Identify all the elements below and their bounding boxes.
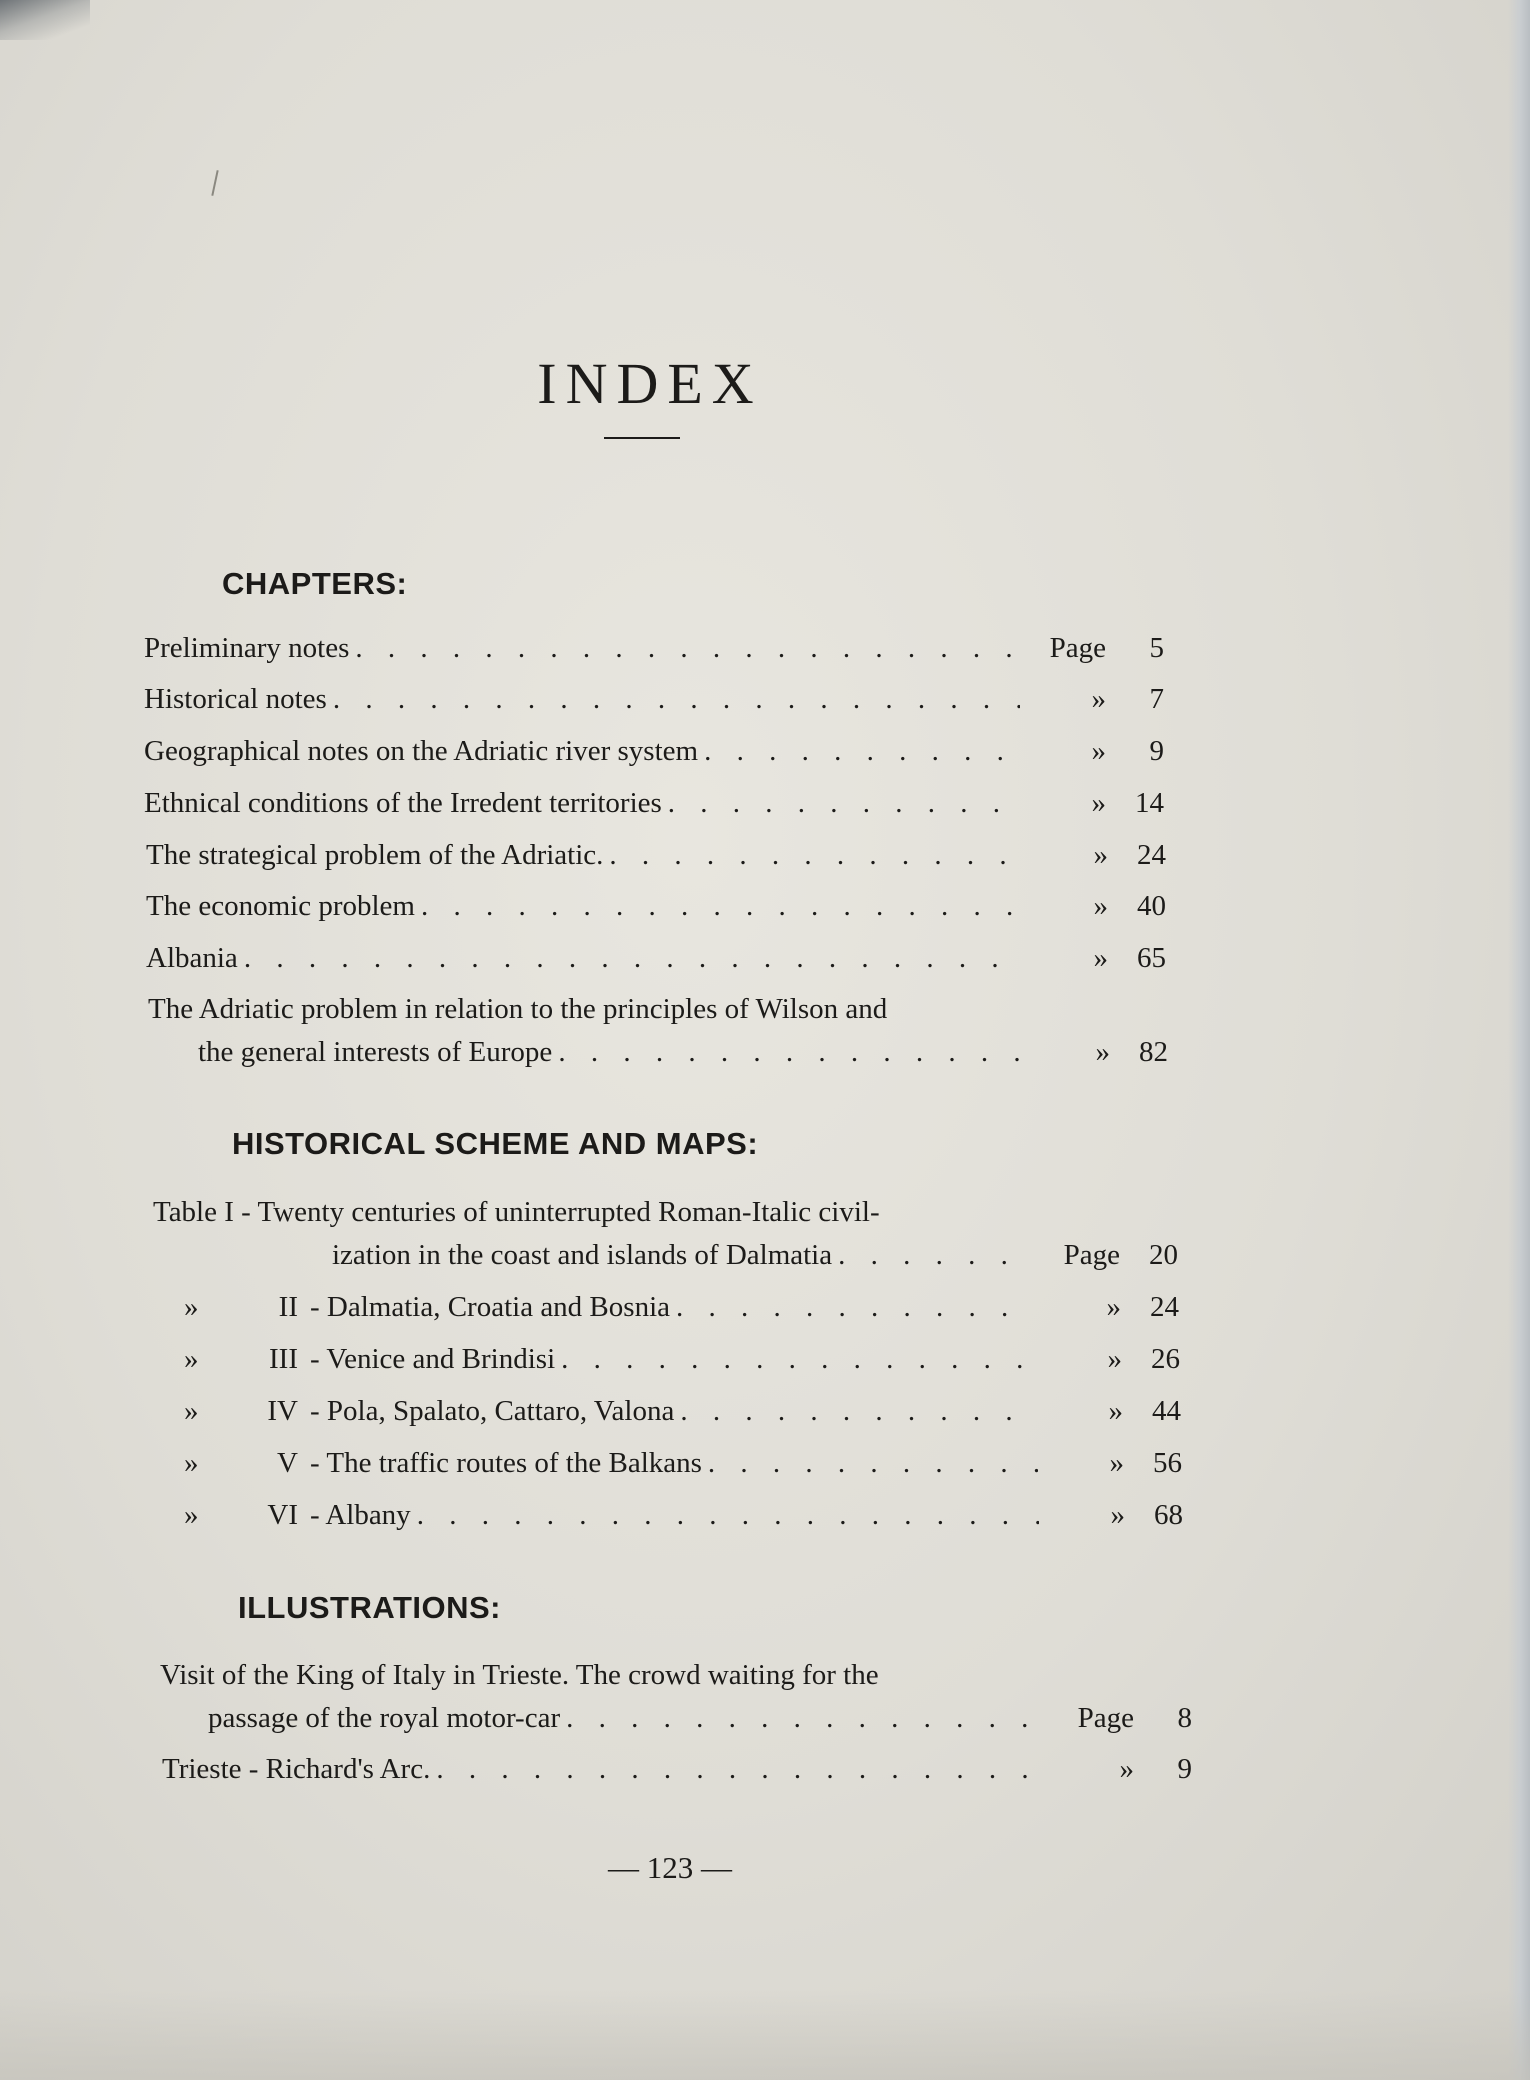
page-word: »: [1091, 683, 1106, 715]
leader-dots: [676, 1291, 1035, 1324]
page-number: 9: [1177, 1753, 1192, 1785]
toc-entry[interactable]: [144, 787, 1164, 827]
ditto-mark: »: [184, 1447, 199, 1479]
toc-entry[interactable]: [144, 735, 1164, 775]
entry-label-line1: Table I - Twenty centuries of uninterrupted Roman-Italic civil-: [153, 1196, 880, 1228]
ditto-mark: »: [184, 1395, 199, 1427]
entry-label-line2: the general interests of Europe: [198, 1036, 553, 1068]
entry-label-line1: The Adriatic problem in relation to the principles of Wilson and: [148, 993, 888, 1025]
toc-entry[interactable]: [146, 839, 1166, 879]
leader-dots: [838, 1239, 1034, 1272]
toc-entry[interactable]: [184, 1447, 1182, 1487]
page-word: Page: [1063, 1239, 1120, 1271]
leader-dots: [704, 735, 1020, 768]
entry-label: Historical notes: [144, 683, 327, 715]
page-number: 14: [1135, 787, 1164, 819]
page-number: 40: [1137, 890, 1166, 922]
paper-mark: [211, 170, 218, 196]
page-word: »: [1093, 839, 1108, 871]
toc-entry[interactable]: [144, 683, 1164, 723]
page-bottom-shade: [0, 1990, 1530, 2080]
page-number-footer: — 123 —: [608, 1850, 732, 1885]
title-rule: [604, 437, 680, 439]
leader-dots: [558, 1036, 1024, 1069]
ditto-mark: »: [184, 1499, 199, 1531]
entry-label: Preliminary notes: [144, 632, 350, 664]
entry-label: - Pola, Spalato, Cattaro, Valona: [310, 1395, 675, 1427]
entry-label: - Dalmatia, Croatia and Bosnia: [310, 1291, 670, 1323]
page-number: 56: [1153, 1447, 1182, 1479]
entry-label-line1: Visit of the King of Italy in Trieste. The crowd waiting for the: [160, 1659, 879, 1691]
entry-label: Albania: [146, 942, 238, 974]
page-number: 82: [1139, 1036, 1168, 1068]
leader-dots: [355, 632, 1020, 665]
leader-dots: [708, 1447, 1038, 1480]
page-word: »: [1091, 735, 1106, 767]
page-number: 7: [1149, 683, 1164, 715]
leader-dots: [668, 787, 1020, 820]
entry-label-line2: passage of the royal motor-car: [208, 1702, 561, 1734]
table-numeral: IV: [267, 1395, 298, 1427]
leader-dots: [421, 890, 1022, 923]
ditto-mark: »: [184, 1291, 199, 1323]
illustrations-heading: ILLUSTRATIONS:: [238, 1590, 502, 1625]
page-edge: [1508, 0, 1530, 2080]
toc-entry[interactable]: [184, 1499, 1183, 1539]
leader-dots: [436, 1753, 1048, 1786]
page-number: 5: [1149, 632, 1164, 664]
page-word: »: [1110, 1499, 1125, 1531]
page-word: »: [1106, 1291, 1121, 1323]
leader-dots: [680, 1395, 1037, 1428]
page-number: 20: [1149, 1239, 1178, 1271]
maps-heading: HISTORICAL SCHEME AND MAPS:: [232, 1126, 759, 1161]
entry-label: The economic problem: [146, 890, 415, 922]
page-word: »: [1119, 1753, 1134, 1785]
table-numeral: II: [278, 1291, 298, 1323]
page-title: INDEX: [537, 351, 763, 416]
chapters-heading: CHAPTERS:: [222, 566, 408, 601]
entry-label: Trieste - Richard's Arc.: [162, 1753, 431, 1785]
page-word: »: [1095, 1036, 1110, 1068]
page-word: »: [1093, 890, 1108, 922]
entry-label: - Albany: [310, 1499, 411, 1531]
entry-label-line2: ization in the coast and islands of Dalmatia: [332, 1239, 833, 1271]
toc-entry[interactable]: [162, 1753, 1192, 1793]
ditto-mark: »: [184, 1343, 199, 1375]
page-number: 24: [1137, 839, 1166, 871]
leader-dots: [566, 1702, 1048, 1735]
entry-label: Ethnical conditions of the Irredent territories: [144, 787, 662, 819]
page-number: 24: [1150, 1291, 1179, 1323]
page-word: »: [1108, 1395, 1123, 1427]
page-word: »: [1091, 787, 1106, 819]
page-number: 65: [1137, 942, 1166, 974]
toc-entry[interactable]: [184, 1291, 1179, 1331]
leader-dots: [417, 1499, 1039, 1532]
toc-entry[interactable]: [208, 1702, 1192, 1742]
page-word: »: [1093, 942, 1108, 974]
page-word: »: [1107, 1343, 1122, 1375]
toc-entry[interactable]: [144, 632, 1164, 672]
page-number: 68: [1154, 1499, 1183, 1531]
leader-dots: [333, 683, 1020, 716]
page-number: 9: [1149, 735, 1164, 767]
table-numeral: V: [277, 1447, 298, 1479]
page-corner-shadow: [0, 0, 90, 40]
entry-label: - Venice and Brindisi: [310, 1343, 556, 1375]
leader-dots: [609, 839, 1022, 872]
page-number: 8: [1177, 1702, 1192, 1734]
toc-entry[interactable]: [198, 1036, 1168, 1076]
toc-entry[interactable]: [332, 1239, 1178, 1279]
toc-entry[interactable]: [146, 890, 1166, 930]
entry-label: The strategical problem of the Adriatic.: [146, 839, 604, 871]
page-number: 44: [1152, 1395, 1181, 1427]
toc-entry[interactable]: [184, 1343, 1180, 1383]
table-numeral: III: [269, 1343, 298, 1375]
leader-dots: [561, 1343, 1036, 1376]
page-word: »: [1109, 1447, 1124, 1479]
page-word: Page: [1049, 632, 1106, 664]
leader-dots: [244, 942, 1022, 975]
table-numeral: VI: [267, 1499, 298, 1531]
page-word: Page: [1077, 1702, 1134, 1734]
entry-label: Geographical notes on the Adriatic river system: [144, 735, 699, 767]
toc-entry[interactable]: [146, 942, 1166, 982]
entry-label: - The traffic routes of the Balkans: [310, 1447, 702, 1479]
page-number: 26: [1151, 1343, 1180, 1375]
toc-entry[interactable]: [184, 1395, 1181, 1435]
